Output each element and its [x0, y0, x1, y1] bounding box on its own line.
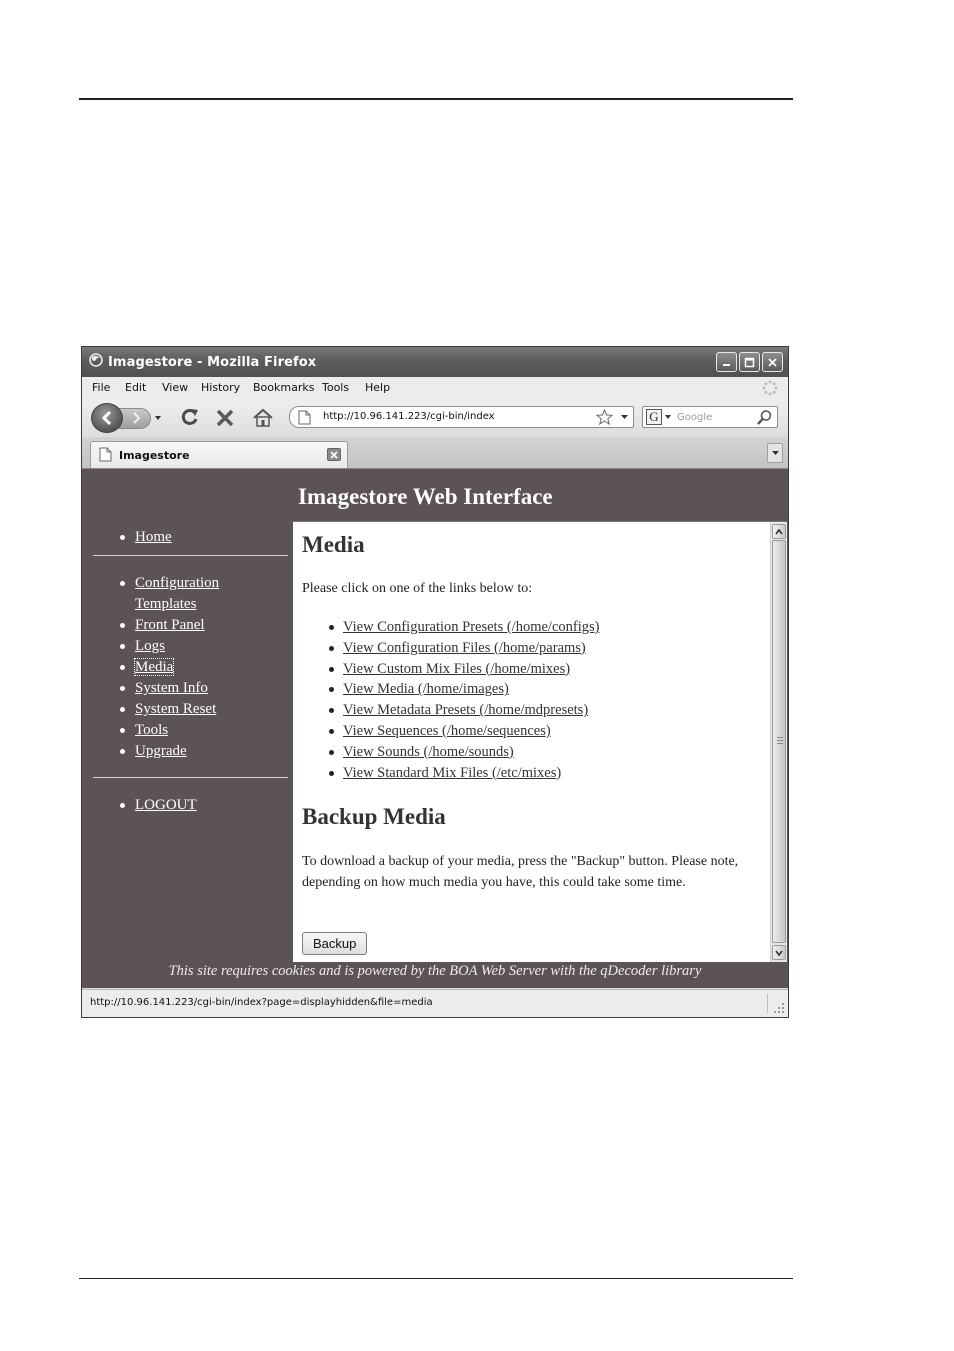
list-item: [302, 679, 599, 700]
sidebar-item-upgrade: [82, 741, 292, 762]
sidebar-item-logout: [82, 795, 292, 816]
chevron-down-icon: [775, 950, 783, 956]
minimize-icon[interactable]: [716, 352, 737, 372]
backup-heading: Backup Media: [302, 804, 446, 829]
sidebar-nav: [82, 521, 292, 816]
page-title: Imagestore Web Interface: [298, 484, 553, 509]
bookmark-star-icon[interactable]: [596, 409, 613, 425]
list-item: [302, 763, 599, 784]
sidebar-link-tools[interactable]: Tools: [135, 722, 169, 738]
chevron-down-icon: [772, 451, 779, 456]
list-item: [302, 700, 599, 721]
back-arrow-icon: [100, 410, 114, 426]
tab-list-button[interactable]: [767, 443, 783, 463]
tab-label: Imagestore: [119, 449, 190, 462]
resize-grip-icon[interactable]: [773, 1002, 785, 1014]
status-bar: [82, 989, 788, 1017]
engine-dropdown-icon[interactable]: [665, 415, 671, 419]
window-title: Imagestore - Mozilla Firefox: [108, 355, 317, 370]
link-sounds[interactable]: View Sounds (/home/sounds): [343, 743, 514, 760]
document-bottom-rule: [79, 1278, 793, 1279]
back-button[interactable]: [91, 403, 123, 433]
navigation-toolbar: [82, 399, 788, 438]
chevron-up-icon: [775, 529, 783, 535]
sidebar-item-tools: [82, 720, 292, 741]
menu-bookmarks[interactable]: Bookmarks: [253, 381, 315, 394]
url-text[interactable]: http://10.96.141.223/cgi-bin/index: [323, 411, 495, 422]
menu-view[interactable]: View: [162, 381, 189, 394]
sidebar-item-logs: [82, 636, 292, 657]
sidebar-link-configuration-templates[interactable]: Configuration Templates: [135, 575, 220, 612]
sidebar-item-media: [82, 657, 292, 678]
sidebar-link-logout[interactable]: LOGOUT: [135, 797, 197, 813]
sidebar-link-front-panel[interactable]: Front Panel: [135, 617, 205, 633]
history-dropdown-icon[interactable]: [154, 415, 162, 421]
sidebar-item-home: [82, 527, 292, 548]
link-configuration-presets[interactable]: View Configuration Presets (/home/configs): [343, 619, 600, 635]
vertical-scrollbar[interactable]: [770, 522, 787, 962]
stop-icon[interactable]: [215, 408, 235, 428]
sidebar-link-logs[interactable]: Logs: [135, 638, 165, 654]
menu-help[interactable]: Help: [365, 381, 391, 394]
search-input[interactable]: Google: [677, 412, 713, 423]
throbber-icon: [762, 380, 778, 396]
home-icon[interactable]: [252, 408, 274, 428]
url-dropdown-icon[interactable]: [621, 415, 628, 420]
sidebar-link-upgrade[interactable]: Upgrade: [135, 743, 187, 759]
maximize-icon[interactable]: [739, 352, 760, 372]
media-links-list: [302, 617, 599, 783]
search-engine-icon[interactable]: G: [646, 409, 662, 425]
list-item: [302, 742, 599, 763]
sidebar-link-media[interactable]: Media: [135, 659, 174, 675]
reload-icon[interactable]: [180, 407, 200, 427]
page-icon: [298, 410, 311, 425]
sidebar-item-system-info: [82, 678, 292, 699]
backup-button[interactable]: Backup: [302, 932, 367, 955]
footer-note: This site requires cookies and is powered by the BOA Web Server with the qDecoder library: [168, 963, 702, 979]
browser-window: [81, 346, 789, 1018]
title-bar: [82, 347, 788, 377]
page-content: [82, 469, 788, 988]
sidebar-item-configuration-templates: [82, 573, 245, 615]
tab-imagestore[interactable]: [90, 441, 348, 468]
list-item: [302, 617, 599, 638]
list-item: [302, 721, 599, 742]
menu-tools[interactable]: Tools: [322, 381, 350, 394]
scroll-thumb[interactable]: [772, 540, 786, 943]
address-bar[interactable]: [289, 406, 634, 428]
list-item: [302, 638, 599, 659]
status-separator: [767, 994, 768, 1013]
link-sequences[interactable]: View Sequences (/home/sequences): [343, 722, 551, 739]
intro-text: Please click on one of the links below to:: [302, 581, 533, 596]
scroll-down-button[interactable]: [772, 945, 786, 960]
close-icon[interactable]: [762, 352, 783, 372]
document-top-rule: [79, 98, 793, 100]
link-custom-mix-files[interactable]: View Custom Mix Files (/home/mixes): [343, 660, 571, 677]
forward-arrow-icon: [131, 412, 141, 424]
link-standard-mix-files[interactable]: View Standard Mix Files (/etc/mixes): [343, 764, 562, 781]
menu-bar: [82, 377, 788, 400]
menu-history[interactable]: History: [201, 381, 241, 394]
menu-file[interactable]: File: [92, 381, 111, 394]
link-configuration-files[interactable]: View Configuration Files (/home/params): [343, 639, 586, 656]
link-media[interactable]: View Media (/home/images): [343, 681, 509, 698]
status-text: http://10.96.141.223/cgi-bin/index?page=displayhidden&file=media: [90, 997, 433, 1008]
sidebar-link-system-info[interactable]: System Info: [135, 680, 208, 696]
search-icon[interactable]: [756, 409, 773, 426]
backup-text: To download a backup of your media, press the "Backup" button. Please note, depending on how much media you have, this could take some time.: [302, 854, 739, 890]
search-bar[interactable]: [642, 406, 778, 428]
tab-close-icon[interactable]: [327, 448, 341, 461]
sidebar-divider: [93, 555, 288, 556]
sidebar-divider: [93, 777, 288, 778]
firefox-icon: [89, 353, 103, 367]
menu-edit[interactable]: Edit: [125, 381, 147, 394]
media-heading: Media: [302, 532, 365, 557]
tab-bar: [82, 437, 788, 469]
scroll-up-button[interactable]: [772, 524, 786, 539]
sidebar-link-system-reset[interactable]: System Reset: [135, 701, 217, 717]
sidebar-item-system-reset: [82, 699, 292, 720]
page-icon: [99, 447, 112, 462]
sidebar-link-home[interactable]: Home: [135, 529, 172, 545]
link-metadata-presets[interactable]: View Metadata Presets (/home/mdpresets): [343, 702, 589, 719]
list-item: [302, 659, 599, 680]
sidebar-item-front-panel: [82, 615, 292, 636]
main-panel: [293, 521, 787, 962]
